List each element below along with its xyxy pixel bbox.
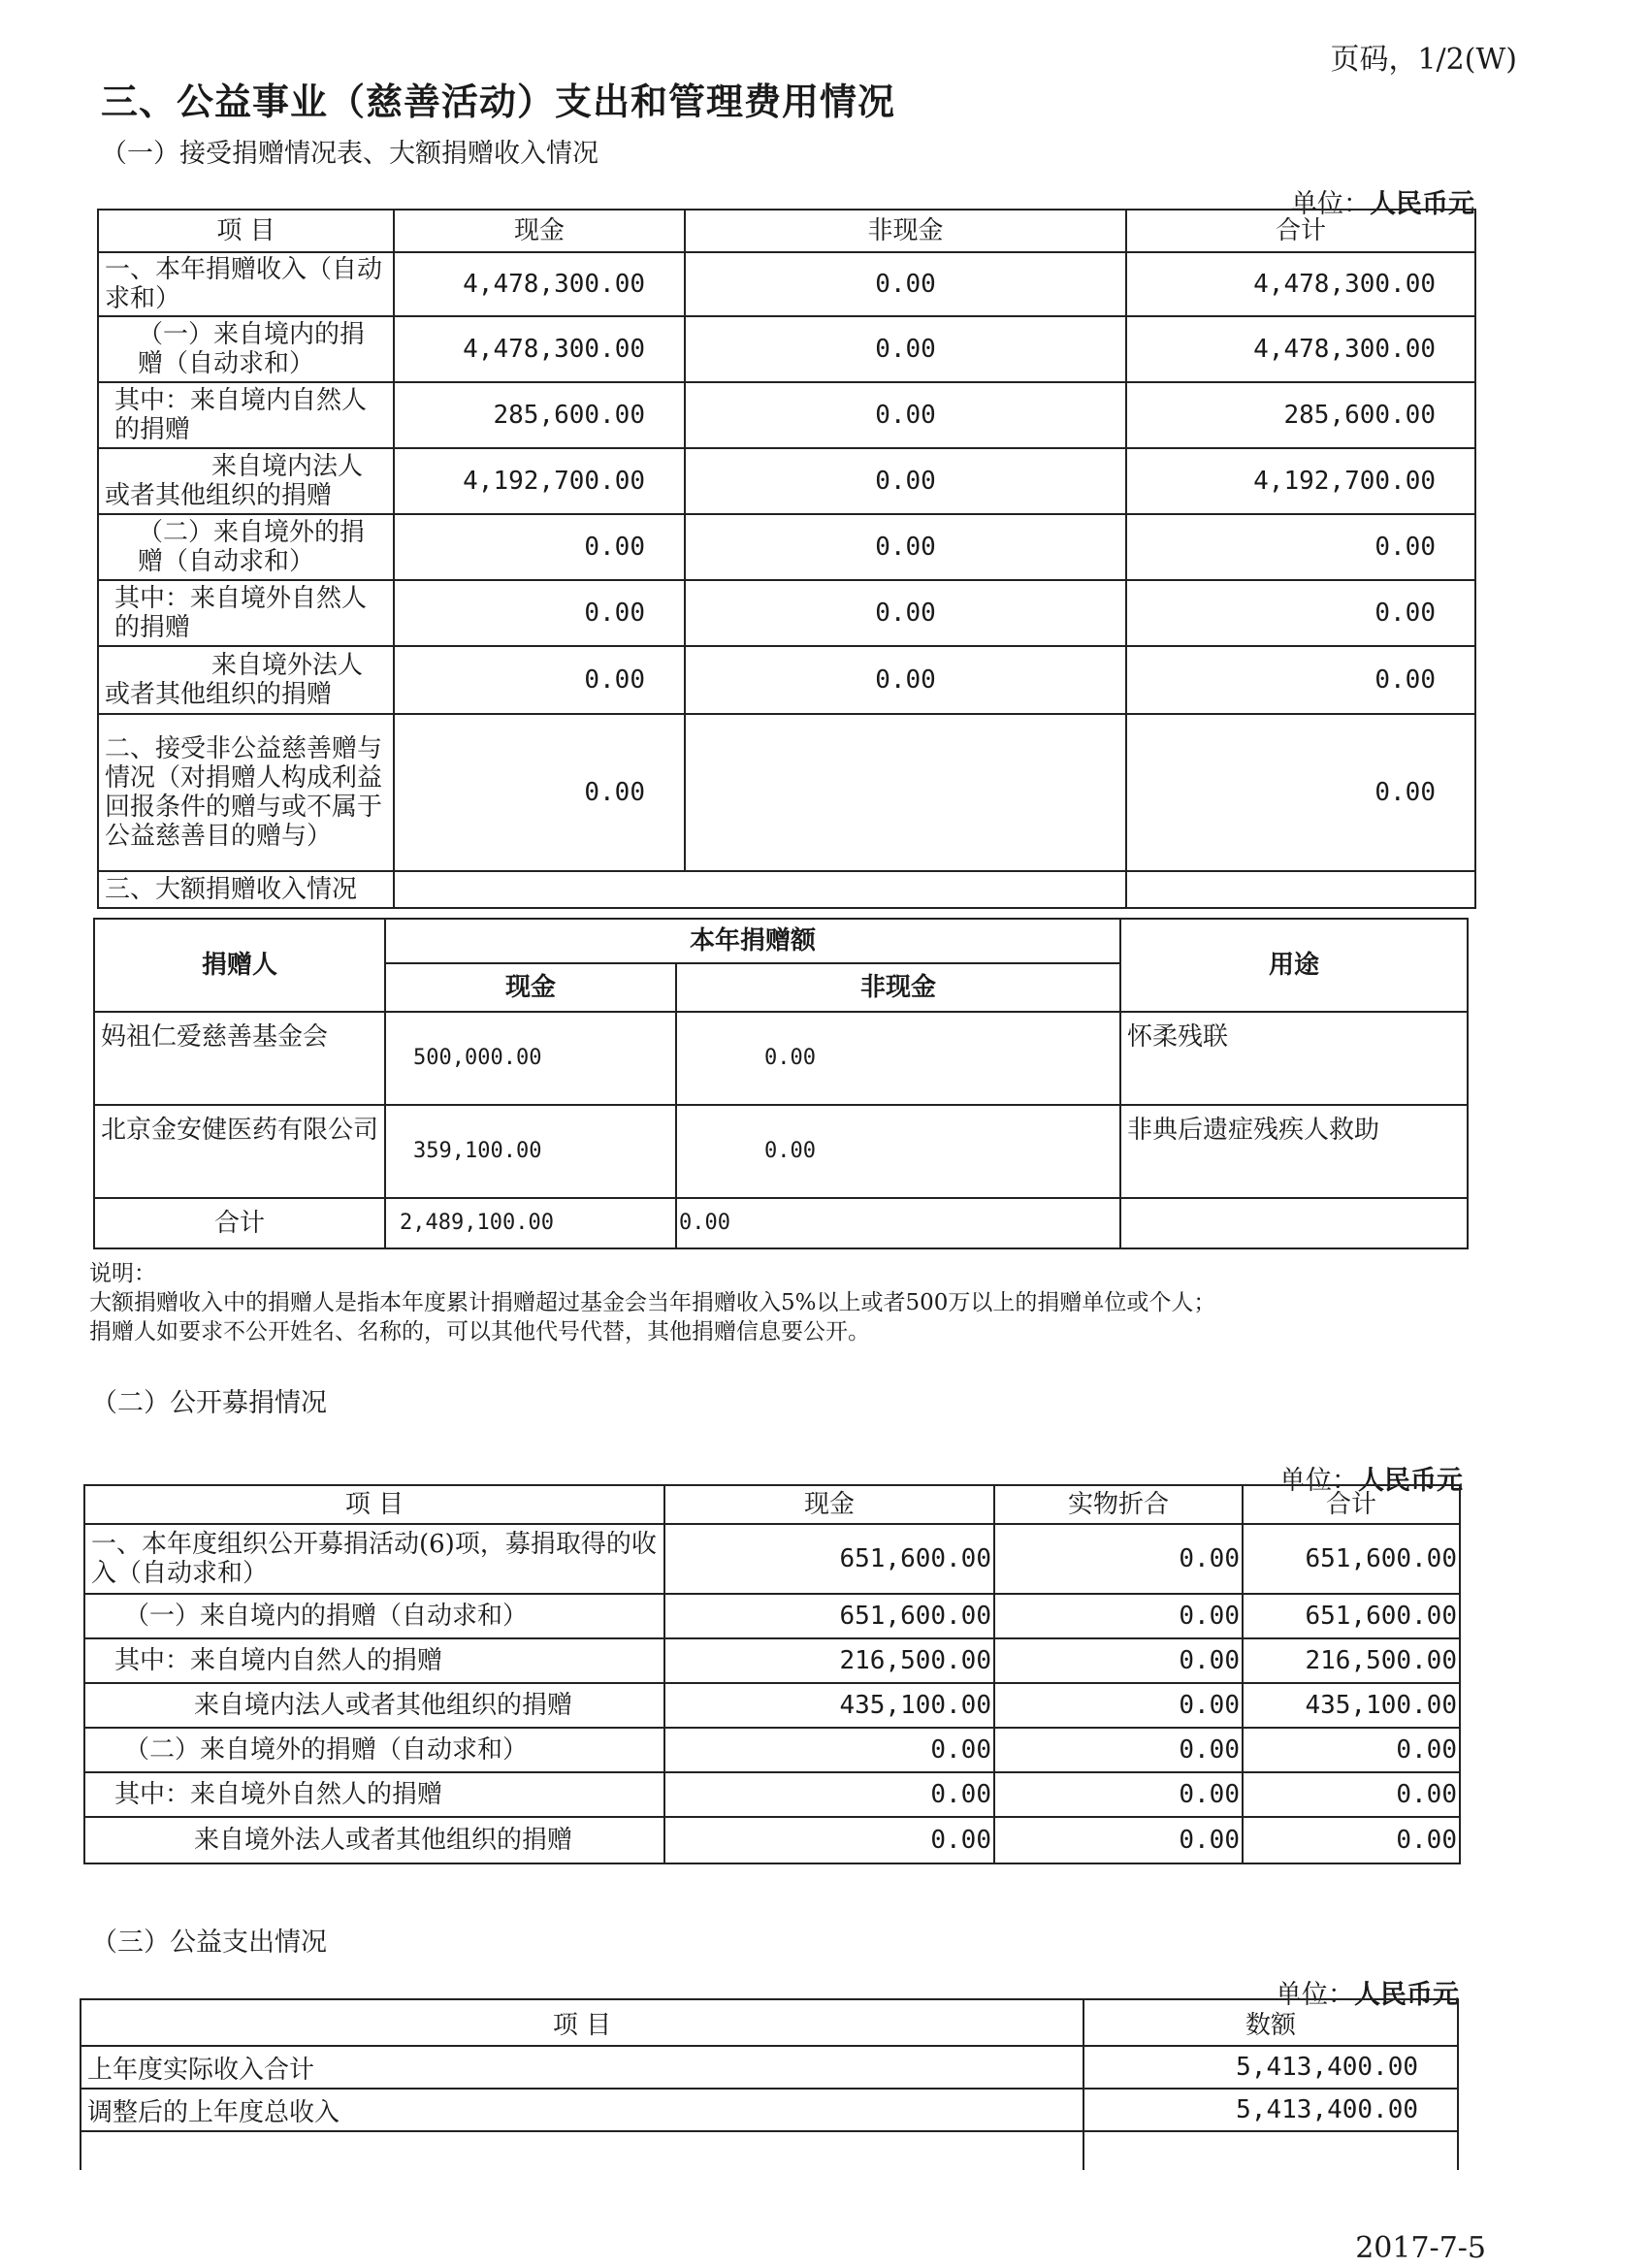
row-label: 来自境外法人或者其他组织的捐赠 xyxy=(98,646,394,714)
value-cell: 5,413,400.00 xyxy=(1083,2089,1458,2131)
note-title: 说明： xyxy=(89,1261,156,1286)
unit-label: 单位： xyxy=(1276,1980,1354,2010)
total-cell: 651,600.00 xyxy=(1243,1524,1460,1594)
cash-cell: 4,478,300.00 xyxy=(394,316,685,382)
purpose-cell: 怀柔残联 xyxy=(1120,1012,1468,1105)
col-header-donor: 捐赠人 xyxy=(94,919,385,1012)
col-header-total: 合计 xyxy=(1126,210,1475,252)
section-title: 三、公益事业（慈善活动）支出和管理费用情况 xyxy=(101,81,896,123)
noncash-cell: 0.00 xyxy=(676,1012,1120,1105)
row-label: 来自境外法人或者其他组织的捐赠 xyxy=(84,1817,664,1863)
total-cell: 0.00 xyxy=(1126,646,1475,714)
row-label: 上年度实际收入合计 xyxy=(81,2046,1083,2089)
total-label: 合计 xyxy=(94,1198,385,1248)
total-cell: 0.00 xyxy=(1126,714,1475,871)
donation-table xyxy=(97,209,1476,909)
col-header-cash: 现金 xyxy=(385,963,676,1012)
cash-cell: 4,478,300.00 xyxy=(394,252,685,316)
cash-cell: 651,600.00 xyxy=(664,1524,994,1594)
row-label: 其中：来自境外自然人的捐赠 xyxy=(84,1772,664,1817)
expenditure-table xyxy=(80,1998,1459,2170)
table-row xyxy=(81,2131,1458,2170)
noncash-cell: 0.00 xyxy=(685,316,1126,382)
col-header-amount: 本年捐赠额 xyxy=(385,919,1120,963)
table-row-total xyxy=(94,1198,1468,1248)
row-label: 一、本年捐赠收入（自动求和） xyxy=(98,252,394,316)
row-label: （一）来自境内的捐赠（自动求和） xyxy=(98,316,394,382)
total-cell: 4,478,300.00 xyxy=(1126,252,1475,316)
unit-label: 单位： xyxy=(1279,1466,1358,1496)
total-cell: 0.00 xyxy=(1243,1817,1460,1863)
noncash-cell: 0.00 xyxy=(685,382,1126,448)
table-row xyxy=(98,448,1475,514)
cash-cell: 651,600.00 xyxy=(664,1594,994,1638)
cash-cell: 0.00 xyxy=(664,1817,994,1863)
noncash-cell: 0.00 xyxy=(685,646,1126,714)
noncash-cell: 0.00 xyxy=(685,580,1126,646)
table-row xyxy=(98,580,1475,646)
note xyxy=(89,1259,1467,1346)
table-row xyxy=(84,1683,1460,1728)
unit-value: 人民币元 xyxy=(1354,1980,1459,2010)
cash-cell: 0.00 xyxy=(394,646,685,714)
col-header-purpose: 用途 xyxy=(1120,919,1468,1012)
col-header-noncash: 非现金 xyxy=(685,210,1126,252)
donor-cell: 妈祖仁爱慈善基金会 xyxy=(94,1012,385,1105)
col-header-cash: 现金 xyxy=(664,1485,994,1524)
table-row xyxy=(98,646,1475,714)
unit-value: 人民币元 xyxy=(1370,189,1474,219)
inkind-cell: 0.00 xyxy=(994,1817,1243,1863)
table-row xyxy=(84,1817,1460,1863)
row-label: （一）来自境内的捐赠（自动求和） xyxy=(84,1594,664,1638)
cash-cell: 435,100.00 xyxy=(664,1683,994,1728)
table-row xyxy=(98,382,1475,448)
row-label: （二）来自境外的捐赠（自动求和） xyxy=(84,1728,664,1772)
unit-value: 人民币元 xyxy=(1358,1466,1463,1496)
print-date: 2017-7-5 xyxy=(1355,2231,1486,2265)
col-header-noncash: 非现金 xyxy=(676,963,1120,1012)
fundraising-subtitle: （二）公开募捐情况 xyxy=(91,1388,327,1418)
table-row xyxy=(94,1105,1468,1198)
col-header-item: 项 目 xyxy=(81,1999,1083,2046)
table-row xyxy=(98,514,1475,580)
noncash-cell xyxy=(685,714,1126,871)
table-row xyxy=(84,1594,1460,1638)
total-cell: 651,600.00 xyxy=(1243,1594,1460,1638)
cash-cell: 285,600.00 xyxy=(394,382,685,448)
table-row xyxy=(84,1772,1460,1817)
row-label: 其中：来自境内自然人的捐赠 xyxy=(84,1638,664,1683)
inkind-cell: 0.00 xyxy=(994,1594,1243,1638)
row-label: 来自境内法人或者其他组织的捐赠 xyxy=(84,1683,664,1728)
total-cell: 4,478,300.00 xyxy=(1126,316,1475,382)
cash-cell: 0.00 xyxy=(394,514,685,580)
col-header-item: 项 目 xyxy=(98,210,394,252)
table-row-large-donation xyxy=(98,871,1475,908)
donation-subtitle: （一）接受捐赠情况表、大额捐赠收入情况 xyxy=(101,139,598,169)
noncash-cell: 0.00 xyxy=(676,1105,1120,1198)
total-cell: 435,100.00 xyxy=(1243,1683,1460,1728)
table-row xyxy=(84,1638,1460,1683)
cash-cell: 0.00 xyxy=(394,714,685,871)
empty-cell xyxy=(81,2131,1083,2170)
col-header-item: 项 目 xyxy=(84,1485,664,1524)
col-header-cash: 现金 xyxy=(394,210,685,252)
total-cell: 4,192,700.00 xyxy=(1126,448,1475,514)
cash-cell: 500,000.00 xyxy=(385,1012,676,1105)
table-row xyxy=(84,1728,1460,1772)
row-label: 调整后的上年度总收入 xyxy=(81,2089,1083,2131)
cash-cell: 0.00 xyxy=(664,1728,994,1772)
col-header-inkind: 实物折合 xyxy=(994,1485,1243,1524)
fundraising-table xyxy=(83,1484,1461,1864)
inkind-cell: 0.00 xyxy=(994,1638,1243,1683)
cash-cell: 2,489,100.00 xyxy=(385,1198,676,1248)
col-header-amount: 数额 xyxy=(1083,1999,1458,2046)
value-cell: 5,413,400.00 xyxy=(1083,2046,1458,2089)
cash-cell: 4,192,700.00 xyxy=(394,448,685,514)
empty-cell xyxy=(1083,2131,1458,2170)
empty-cell xyxy=(1120,1198,1468,1248)
row-label: 其中：来自境外自然人的捐赠 xyxy=(98,580,394,646)
inkind-cell: 0.00 xyxy=(994,1772,1243,1817)
empty-cell xyxy=(1126,871,1475,908)
note-line: 捐赠人如要求不公开姓名、名称的，可以其他代号代替，其他捐赠信息要公开。 xyxy=(89,1319,870,1345)
donor-cell: 北京金安健医药有限公司 xyxy=(94,1105,385,1198)
cash-cell: 0.00 xyxy=(664,1772,994,1817)
table-row xyxy=(81,2089,1458,2131)
table-row xyxy=(84,1524,1460,1594)
table-row-non-charity xyxy=(98,714,1475,871)
row-label: 其中：来自境内自然人的捐赠 xyxy=(98,382,394,448)
total-cell: 0.00 xyxy=(1243,1728,1460,1772)
total-cell: 216,500.00 xyxy=(1243,1638,1460,1683)
row-label: 二、接受非公益慈善赠与情况（对捐赠人构成利益回报条件的赠与或不属于公益慈善目的赠与） xyxy=(98,714,394,871)
inkind-cell: 0.00 xyxy=(994,1683,1243,1728)
total-cell: 0.00 xyxy=(1126,514,1475,580)
table-row xyxy=(98,252,1475,316)
table-row xyxy=(81,2046,1458,2089)
cash-cell: 216,500.00 xyxy=(664,1638,994,1683)
large-donation-table xyxy=(93,918,1469,1249)
row-label: 来自境内法人或者其他组织的捐赠 xyxy=(98,448,394,514)
table-row xyxy=(94,1012,1468,1105)
inkind-cell: 0.00 xyxy=(994,1728,1243,1772)
note-line: 大额捐赠收入中的捐赠人是指本年度累计捐赠超过基金会当年捐赠收入5%以上或者500万以上的捐赠单位或个人； xyxy=(89,1290,1216,1315)
total-cell: 285,600.00 xyxy=(1126,382,1475,448)
purpose-cell: 非典后遗症残疾人救助 xyxy=(1120,1105,1468,1198)
cash-cell: 359,100.00 xyxy=(385,1105,676,1198)
col-header-total: 合计 xyxy=(1243,1485,1460,1524)
inkind-cell: 0.00 xyxy=(994,1524,1243,1594)
row-label: （二）来自境外的捐赠（自动求和） xyxy=(98,514,394,580)
table-row xyxy=(98,316,1475,382)
total-cell: 0.00 xyxy=(1243,1772,1460,1817)
noncash-cell: 0.00 xyxy=(685,514,1126,580)
row-label: 一、本年度组织公开募捐活动(6)项，募捐取得的收入（自动求和） xyxy=(84,1524,664,1594)
cash-cell: 0.00 xyxy=(394,580,685,646)
expenditure-subtitle: （三）公益支出情况 xyxy=(91,1928,327,1958)
unit-label: 单位： xyxy=(1291,189,1370,219)
total-cell: 0.00 xyxy=(1126,580,1475,646)
empty-cell xyxy=(394,871,1126,908)
noncash-cell: 0.00 xyxy=(676,1198,1120,1248)
noncash-cell: 0.00 xyxy=(685,448,1126,514)
noncash-cell: 0.00 xyxy=(685,252,1126,316)
page-number: 页码，1/2(W) xyxy=(1330,43,1517,77)
row-label: 三、大额捐赠收入情况 xyxy=(98,871,394,908)
